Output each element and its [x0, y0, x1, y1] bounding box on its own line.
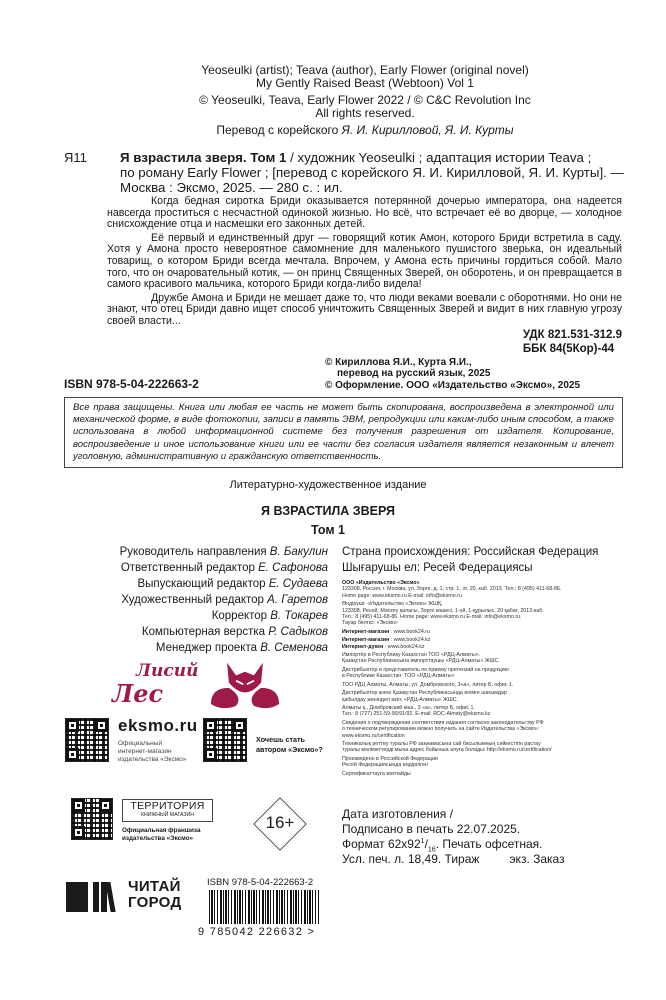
staff-name: Р. Садыков [268, 626, 328, 638]
info-line: Алматы қ., Домбровский көш., 3 «а», литер Б, офис 1. [342, 704, 475, 711]
publisher-name: ООО «Издательство «Эксмо» [342, 580, 420, 586]
chitai-gorod-line: ЧИТАЙ [128, 878, 181, 895]
publisher-kz-name: Өндіруші: «Издательство «Эксмо» ЖШҚ, [342, 601, 443, 608]
annotation-paragraph: Её первый и единственный друг — говорящий котик Амон, которого Бриди встретила в саду. Хотя у Амона просто невероятное самомнение для маленького пушистого зверька, он идеальный товарищ, о котором Бриди всегда мечтала. Впрочем, у Амона есть причины гордиться собой. Мало того, что он очаровательный котик, — он принц Священных Зверей, он оборотень, и он превращается в самого красивого мальчика, которого Бриди когда-либо видела! [107, 231, 622, 291]
print-info [342, 807, 565, 867]
annotation-paragraph: Когда бедная сиротка Бриди оказывается потерянной дочерью императора, она надеется навсегда проститься с несчастной одинокой жизнью. Но всё, что встречает её во дворце, — холодное снисхождение отца и насмешки его законных детей. [107, 195, 622, 231]
translator-names: Я. И. Кирилловой, Я. И. Курты [341, 123, 514, 137]
info-line: Техникалық реттеу туралы РФ заңнамасына сай басылымның сәйкестігін растау [342, 740, 541, 747]
staff-name: А. Гаретов [267, 594, 328, 606]
shop-link[interactable]: : www.book24.kz [383, 643, 425, 650]
staff-name: Е. Судаева [268, 578, 328, 590]
credit-line: © Yeoseulki, Teava, Early Flower 2022 / © C&C Revolution Inc [199, 93, 531, 107]
shop-link[interactable]: : www.book24.ru [389, 628, 430, 635]
territoria-sub: КНИЖНЫЙ МАГАЗИН [140, 812, 195, 818]
udk-code: УДК 821.531-312.9 [522, 329, 622, 341]
staff-item [120, 624, 328, 640]
chitai-gorod-text [128, 879, 181, 911]
annotation-paragraph: Дружбе Амона и Бриди не мешает даже то, что люди веками воевали с оборотнями. Но они не знают, что отец Бриди давно ищет способ уничтожить Священных Зверей и видит в них главную угрозу своей власти... [107, 291, 622, 327]
staff-name: В. Токарев [270, 610, 328, 622]
bbk-code: ББК 84(5Кор)-44 [522, 343, 615, 355]
staff-role: Выпускающий редактор [137, 578, 269, 590]
qr-code-author[interactable] [203, 718, 247, 762]
shop-link[interactable]: : www.book24.kz [389, 637, 431, 644]
fox-icon [205, 661, 285, 713]
chitai-gorod-logo [66, 880, 122, 914]
staff-role: Руководитель направления [119, 546, 270, 558]
print-date-label: Дата изготовления / [342, 807, 453, 821]
info-line: Дистрибьютор и представитель по приему претензий на продукцию [342, 666, 509, 673]
cta-line: Хочешь стать [256, 735, 305, 744]
publisher-kz-web: Тел.: 8 (495) 411-68-86. Home page: www.eksmo.ru E-mail: info@eksmo.ru. [342, 614, 522, 621]
entry-text: / художник Yeoseulki ; адаптация истории Teava ; [286, 150, 592, 165]
publisher-kz-address: 123308, Ресей, Мәскеу қаласы, Зорге көшесі, 1-үй, 1-құрылыс, 20 қабат, 2013-каб. [342, 607, 544, 614]
staff-name: В. Семенова [260, 642, 328, 654]
staff-name: В. Бакулин [269, 546, 328, 558]
info-line: в Республике Казахстан: ТОО «РДЦ-Алматы» [342, 673, 455, 680]
format-prefix: Формат 62x92 [342, 837, 421, 851]
copyright-line: перевод на русский язык, 2025 [337, 368, 491, 380]
staff-item [120, 592, 328, 608]
translation-prefix: Перевод с корейского [216, 123, 342, 137]
print-date: Подписано в печать 22.07.2025. [342, 822, 521, 836]
translation-credit [100, 124, 630, 137]
eksmo-desc [118, 740, 186, 764]
info-line: www.eksmo.ru/certification [342, 732, 405, 739]
rights-notice: Все права защищены. Книга или любая ее часть не может быть скопирована, воспроизведена в электронной или механической форме, в виде фотокопии, записи в память ЭВМ, репродукции или каким-либо иным способом, а также использована в любой информационной системе без получения разрешения от издателя. Копирование, воспроизведение и иное использование книги или ее части без согласия издателя является незаконным и влечет уголовную, административную и гражданскую ответственность. [64, 397, 623, 468]
chitai-gorod-line: ГОРОД [128, 894, 182, 911]
print-format: Формат $62x92^1/_{16}$. Печать офсетная. [342, 837, 543, 854]
format-suffix: . Печать офсетная. [435, 837, 543, 851]
territoria-logo [122, 799, 213, 822]
info-line: Дистрибьютор және Қазақстан Республикасында өнімге шағымдар [342, 690, 507, 697]
copyright-line: © Кириллова Я.И., Курта Я.И., [325, 357, 472, 368]
book-title-entry: Я взрастила зверя. Том 1 [120, 150, 287, 165]
info-line: туралы мәліметтерді мына адрес бойынша алуға болады: http://eksmo.ru/certification/ [342, 747, 552, 754]
info-line: Сведения о подтверждении соответствия издания согласно законодательству РФ [342, 719, 544, 726]
country-line: Страна происхождения: Российская Федерация [342, 546, 599, 558]
country-of-origin [342, 544, 598, 576]
age-rating-badge [253, 797, 307, 851]
info-line: қабылдау жөніндегі өкіл: «РДЦ-Алматы» ЖШС. [342, 696, 459, 703]
territoria-desc-line: Официальная франшиза [122, 827, 201, 834]
classification [523, 328, 622, 356]
logo-text: Лес [112, 679, 164, 708]
print-run: Усл. печ. л. 18,49. Тираж экз. Заказ [342, 852, 565, 866]
info-line: о техническом регулировании можно получить на сайте Издательства «Эксмо»: [342, 726, 540, 733]
qr-code-eksmo[interactable] [65, 718, 109, 762]
territoria-desc-line: издательства «Эксмо» [122, 835, 194, 842]
territoria-desc [122, 827, 200, 843]
staff-role: Компьютерная верстка [141, 626, 269, 638]
edition-type: Литературно-художественное издание [229, 479, 427, 491]
credit-line: Yeoseulki (artist); Teava (author), Early Flower (original novel) [201, 63, 529, 77]
staff-role: Ответственный редактор [120, 562, 259, 574]
isbn: ISBN 978-5-04-222663-2 [64, 377, 199, 391]
country-line: Шығарушы ел: Ресей Федерациясы [342, 562, 533, 574]
trademark: Тауар белгісі: «Эксмо» [342, 620, 398, 627]
info-line: ТОО РДЦ Алматы, Алматы, ул. Домбровского, 3«а», литер Б, офис 1. [342, 681, 514, 688]
eksmo-site[interactable]: eksmo.ru [118, 716, 198, 735]
author-cta [256, 735, 323, 755]
imprint-logo [110, 661, 290, 713]
volume: Том 1 [311, 523, 345, 537]
entry-text: Москва : Эксмо, 2025. — 280 с. : ил. [120, 180, 343, 195]
territoria-name: ТЕРРИТОРИЯ [130, 800, 205, 812]
bibliographic-entry [120, 150, 625, 195]
catalog-code: Я11 [64, 150, 87, 165]
staff-name: Е. Сафонова [258, 562, 328, 574]
barcode-isbn: ISBN 978-5-04-222663-2 [207, 877, 314, 888]
staff-item [120, 640, 328, 656]
eksmo-desc-line: интернет-магазин [118, 748, 172, 755]
staff-item [120, 608, 328, 624]
publisher-web: Home page: www.eksmo.ru E-mail: info@eksmo.ru [342, 592, 462, 599]
info-line: Тел.: 8 (727) 251-59-90/91/92. E-mail: RDC-Almaty@eksmo.kz [342, 711, 491, 718]
publisher-info [342, 580, 632, 779]
staff-role: Художественный редактор [121, 594, 268, 606]
staff-list [120, 544, 328, 656]
info-line: Қазақстан Республикасына импорттаушы «РДЦ-Алматы» ЖШС. [342, 658, 500, 665]
copyright-line: © Оформление. ООО «Издательство «Эксмо», 2025 [325, 379, 581, 391]
annotation [107, 196, 622, 328]
logo-text: Лисий [136, 661, 199, 681]
publisher-address: 123308, Россия, г. Москва, ул. Зорге, д. 1, стр. 1, эт. 20, каб. 2013. Тел.: 8 (495) 411-68-86. [342, 586, 562, 593]
info-line: Сертификаттауға жатпайды [342, 770, 411, 777]
credit-line: My Gently Raised Beast (Webtoon) Vol 1 [256, 76, 474, 90]
shop-label: Интернет-дүкен [342, 643, 384, 650]
format-sub: 16 [427, 846, 436, 854]
staff-role: Менеджер проекта [155, 642, 261, 654]
entry-text: по роману Early Flower ; [перевод с корейского Я. И. Кирилловой, Я. И. Курты]. — [120, 165, 624, 180]
format-sup: 1 [420, 838, 425, 845]
cta-line: автором «Эксмо»? [256, 745, 323, 754]
staff-item [120, 560, 328, 576]
eksmo-desc-line: Официальный [118, 740, 163, 747]
copyrights [325, 357, 580, 391]
shop-label: Интернет-магазин [342, 637, 390, 644]
info-line: Импортёр в Республику Казахстан ТОО «РДЦ-Алматы». [342, 652, 481, 659]
eksmo-desc-line: издательства «Эксмо» [118, 756, 187, 763]
qr-code-territoria[interactable] [71, 798, 113, 840]
book-title: Я ВЗРАСТИЛА ЗВЕРЯ [261, 504, 395, 518]
info-line: Ресей Федерациясында өндірілген [342, 762, 428, 769]
staff-item [120, 576, 328, 592]
staff-item [120, 544, 328, 560]
age-rating: 16+ [265, 813, 295, 832]
barcode-digits: 9 785042 226632 > [198, 926, 316, 938]
staff-role: Корректор [211, 610, 271, 622]
info-line: Произведено в Российской Федерации [342, 755, 438, 762]
shop-label: Интернет-магазин [342, 628, 390, 635]
credit-line: All rights reserved. [315, 106, 415, 120]
barcode [209, 890, 319, 924]
